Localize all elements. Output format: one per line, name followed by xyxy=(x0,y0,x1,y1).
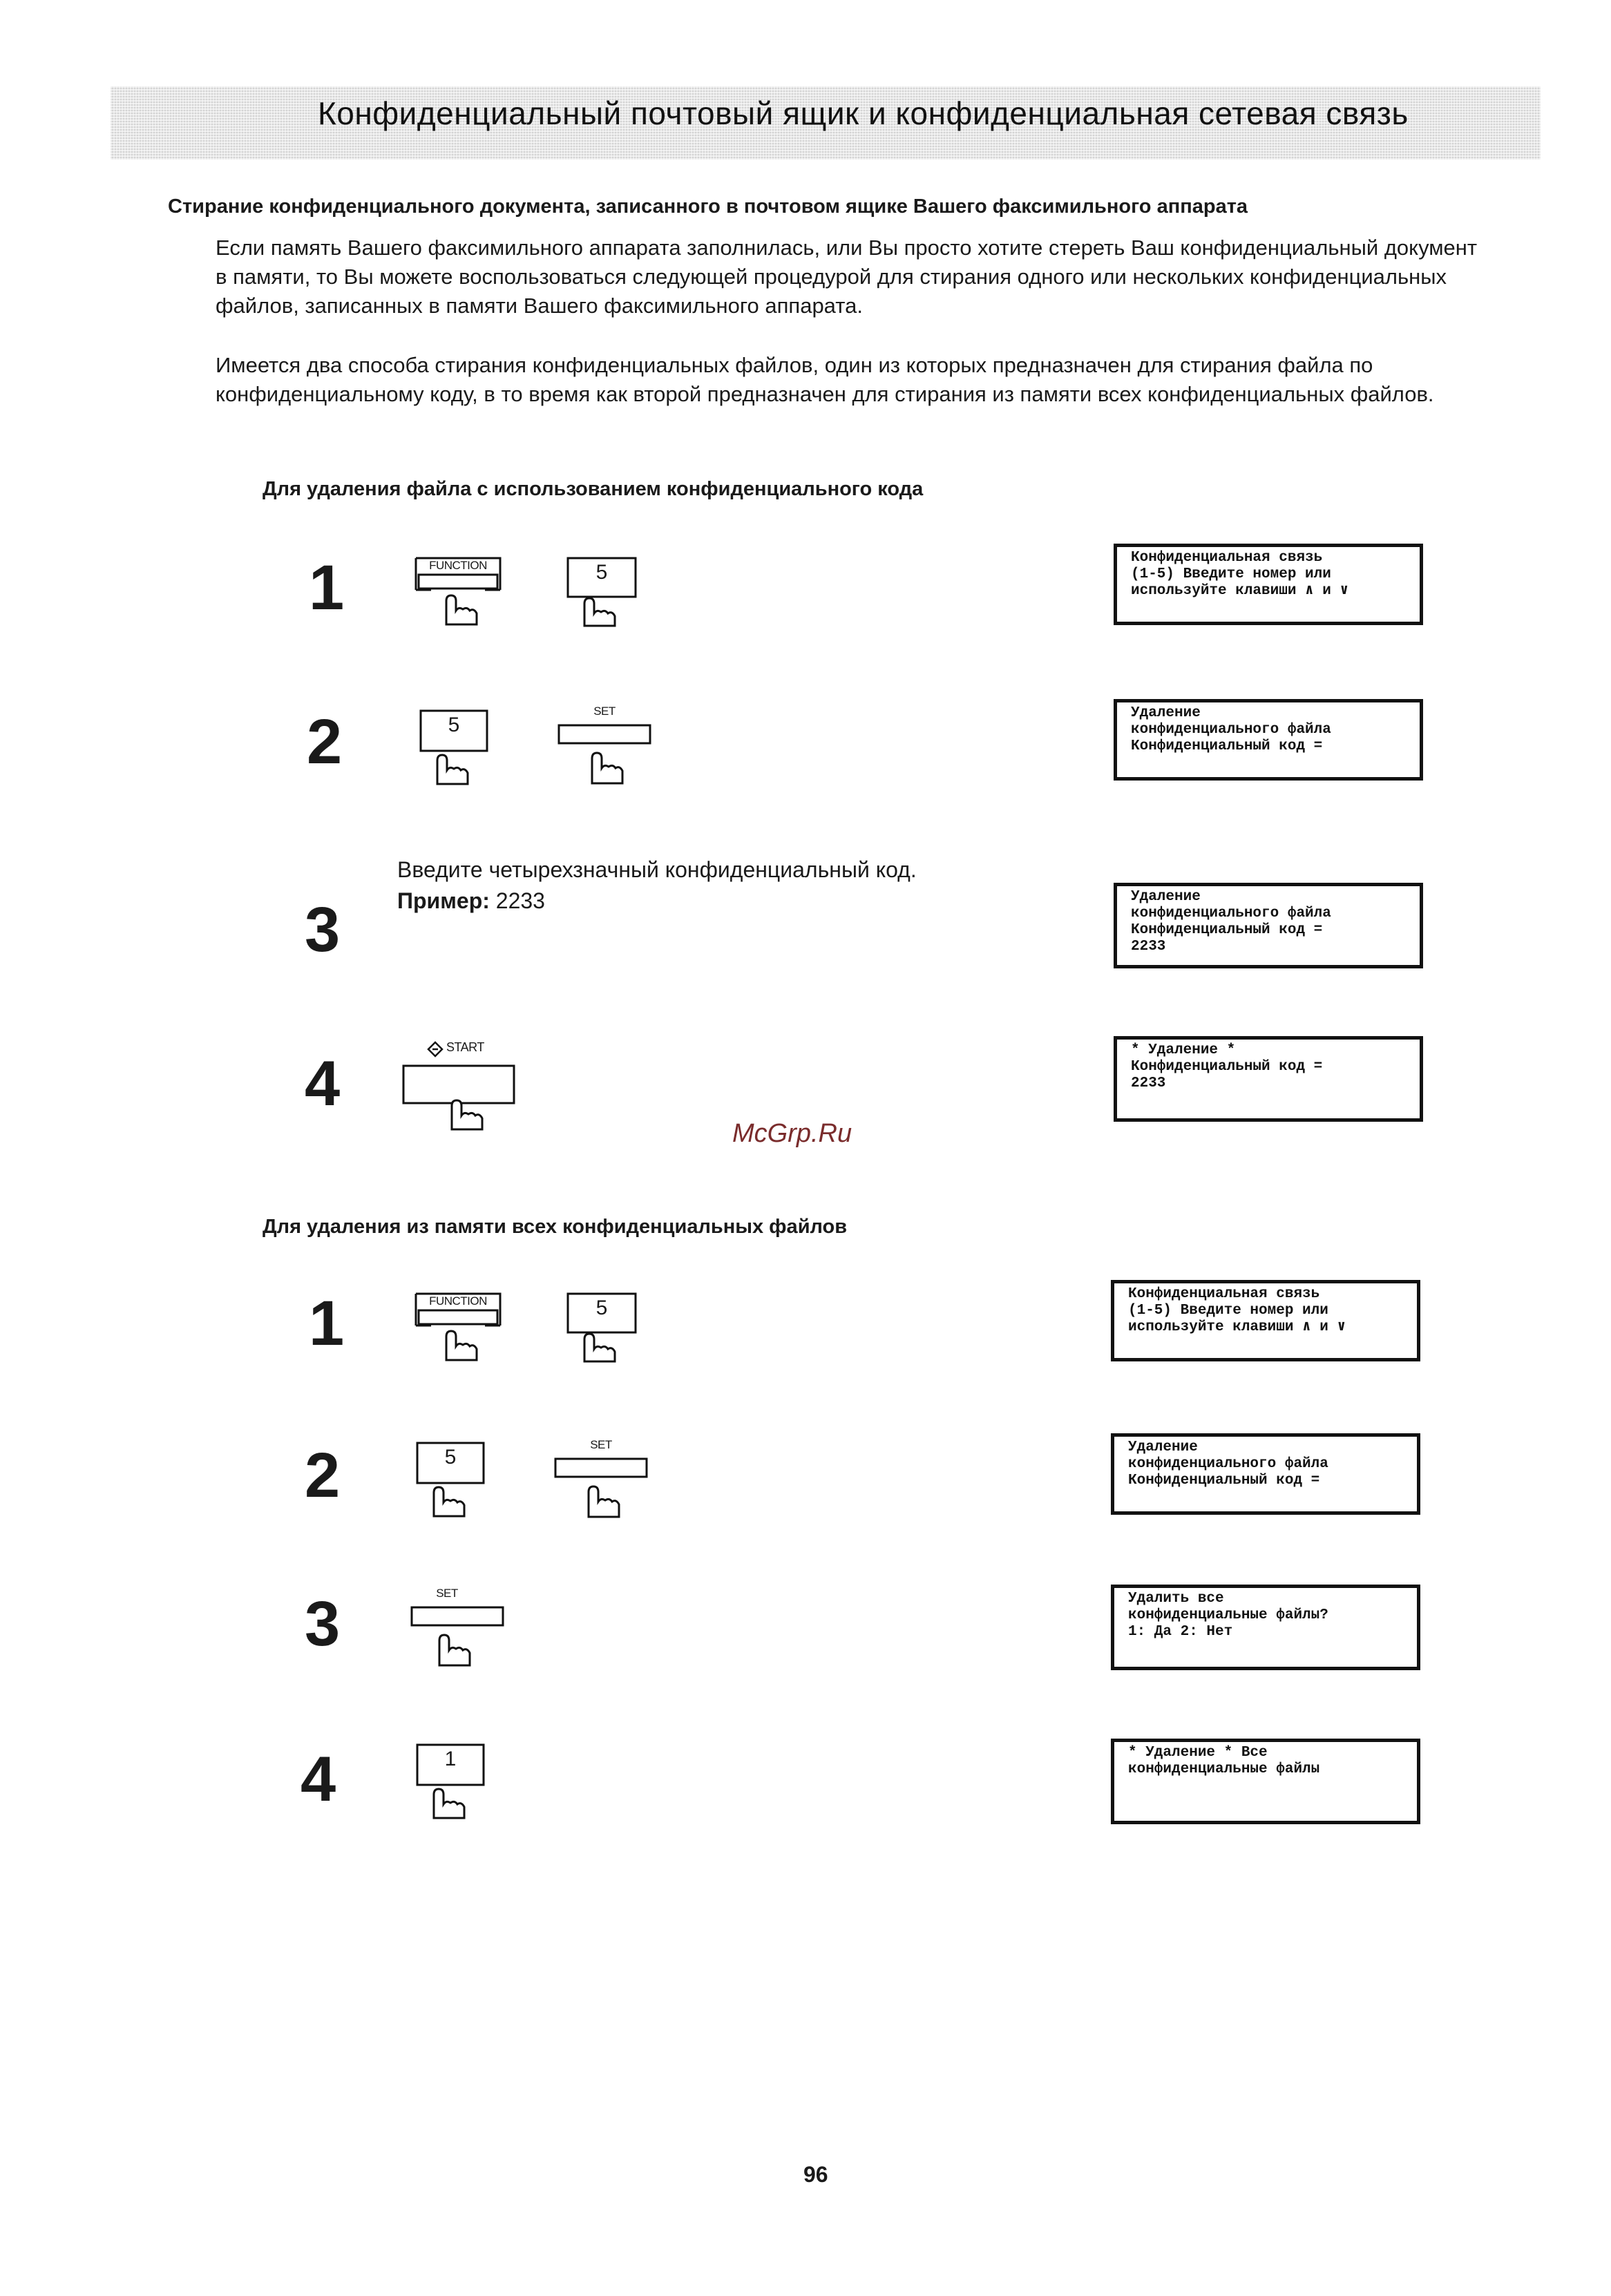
lcd-line: Конфиденциальный код = xyxy=(1131,738,1323,754)
title-banner xyxy=(111,86,1541,160)
lcd-line: Удаление xyxy=(1131,889,1201,905)
function-key[interactable] xyxy=(413,553,503,629)
set-key-label: SET xyxy=(593,705,616,718)
step-instruction: Введите четырехзначный конфиденциальный код. xyxy=(397,857,917,882)
lcd-line: 2233 xyxy=(1131,939,1166,955)
watermark: McGrp.Ru xyxy=(732,1119,852,1148)
lcd-display xyxy=(1114,699,1423,781)
lcd-line: конфиденциального файла xyxy=(1128,1456,1328,1472)
lcd-display xyxy=(1114,544,1423,625)
digit-1-key[interactable] xyxy=(414,1742,490,1821)
intro-paragraph-2: Имеется два способа стирания конфиденциальных файлов, один из которых предназначен для стирания файла по конфиденциальному коду, в то время как второй предназначен для стирания из памяти всех конфиденциальных файлов. xyxy=(216,353,1434,406)
section1-heading: Для удаления файла с использованием конфиденциального кода xyxy=(263,478,924,500)
lcd-line: * Удаление * Все xyxy=(1128,1745,1268,1761)
digit-key-label: 5 xyxy=(448,714,460,736)
lcd-line: конфиденциального файла xyxy=(1131,722,1331,738)
start-key-label: START xyxy=(446,1040,484,1054)
example-value: 2233 xyxy=(489,888,545,913)
lcd-display xyxy=(1111,1585,1420,1670)
digit-5-key[interactable] xyxy=(565,553,641,629)
lcd-line: (1-5) Введите номер или xyxy=(1128,1303,1328,1319)
lcd-line: используйте клавиши ∧ и ∨ xyxy=(1128,1319,1346,1335)
step-number: 1 xyxy=(309,1288,345,1359)
step-number: 2 xyxy=(305,1440,341,1511)
section2-heading: Для удаления из памяти всех конфиденциальных файлов xyxy=(263,1216,848,1238)
digit-key-label: 1 xyxy=(444,1748,457,1770)
lcd-line: 1: Да 2: Нет xyxy=(1128,1624,1233,1640)
function-key[interactable] xyxy=(413,1288,503,1364)
step-number: 2 xyxy=(307,707,343,777)
lcd-line: Удаление xyxy=(1131,705,1201,721)
lcd-line: Удалить все xyxy=(1128,1591,1224,1607)
digit-key-label: 5 xyxy=(595,561,608,584)
lcd-line: конфиденциальные файлы? xyxy=(1128,1607,1328,1623)
lcd-display xyxy=(1111,1433,1420,1515)
page-number: 96 xyxy=(803,2162,828,2187)
example-label: Пример: xyxy=(397,888,490,913)
example-line xyxy=(397,886,545,916)
lcd-line: Конфиденциальный код = xyxy=(1128,1473,1320,1489)
set-key-label: SET xyxy=(590,1438,612,1451)
digit-key-label: 5 xyxy=(595,1297,608,1319)
lcd-line: конфиденциального файла xyxy=(1131,906,1331,921)
lcd-line: конфиденциальные файлы xyxy=(1128,1761,1320,1777)
intro-paragraph-1: Если память Вашего факсимильного аппарата заполнилась, или Вы просто хотите стереть Ваш конфиденциальный документ в памяти, то Вы можете воспользоваться следующей процедурой для стирания одного или нескольких конфиденциальных файлов, записанных в памяти Вашего факсимильного аппарата. xyxy=(216,236,1478,318)
digit-5-key[interactable] xyxy=(414,1440,490,1520)
page-title: Конфиденциальный почтовый ящик и конфиденциальная сетевая связь xyxy=(318,95,1409,131)
step-number: 3 xyxy=(305,1589,341,1659)
lcd-display xyxy=(1114,883,1423,968)
lcd-display xyxy=(1114,1036,1423,1122)
function-key-label: FUNCTION xyxy=(429,559,487,572)
lcd-line: (1-5) Введите номер или xyxy=(1131,566,1331,582)
digit-5-key[interactable] xyxy=(418,708,494,787)
set-key[interactable] xyxy=(556,705,653,787)
step-number: 1 xyxy=(309,553,345,623)
lcd-line: Конфиденциальный код = xyxy=(1131,922,1323,938)
lcd-line: 2233 xyxy=(1131,1075,1166,1091)
step-number: 3 xyxy=(305,895,341,965)
start-key[interactable] xyxy=(401,1040,518,1133)
lcd-line: Конфиденциальная связь xyxy=(1128,1286,1320,1302)
step-number: 4 xyxy=(305,1049,341,1119)
lcd-line: * Удаление * xyxy=(1131,1042,1236,1058)
lcd-line: используйте клавиши ∧ и ∨ xyxy=(1131,583,1349,599)
digit-key-label: 5 xyxy=(444,1446,457,1469)
set-key[interactable] xyxy=(409,1587,506,1670)
lcd-line: Конфиденциальный код = xyxy=(1131,1059,1323,1075)
set-key[interactable] xyxy=(553,1438,649,1521)
lcd-display xyxy=(1111,1280,1420,1361)
function-key-label: FUNCTION xyxy=(429,1294,487,1308)
lcd-display xyxy=(1111,1739,1420,1824)
lcd-line: Конфиденциальная связь xyxy=(1131,550,1323,566)
lcd-line: Удаление xyxy=(1128,1439,1198,1455)
step-number: 4 xyxy=(301,1744,336,1815)
digit-5-key[interactable] xyxy=(565,1288,641,1364)
set-key-label: SET xyxy=(436,1587,458,1600)
intro-heading: Стирание конфиденциального документа, записанного в почтовом ящике Вашего факсимильного аппарата xyxy=(168,195,1248,218)
